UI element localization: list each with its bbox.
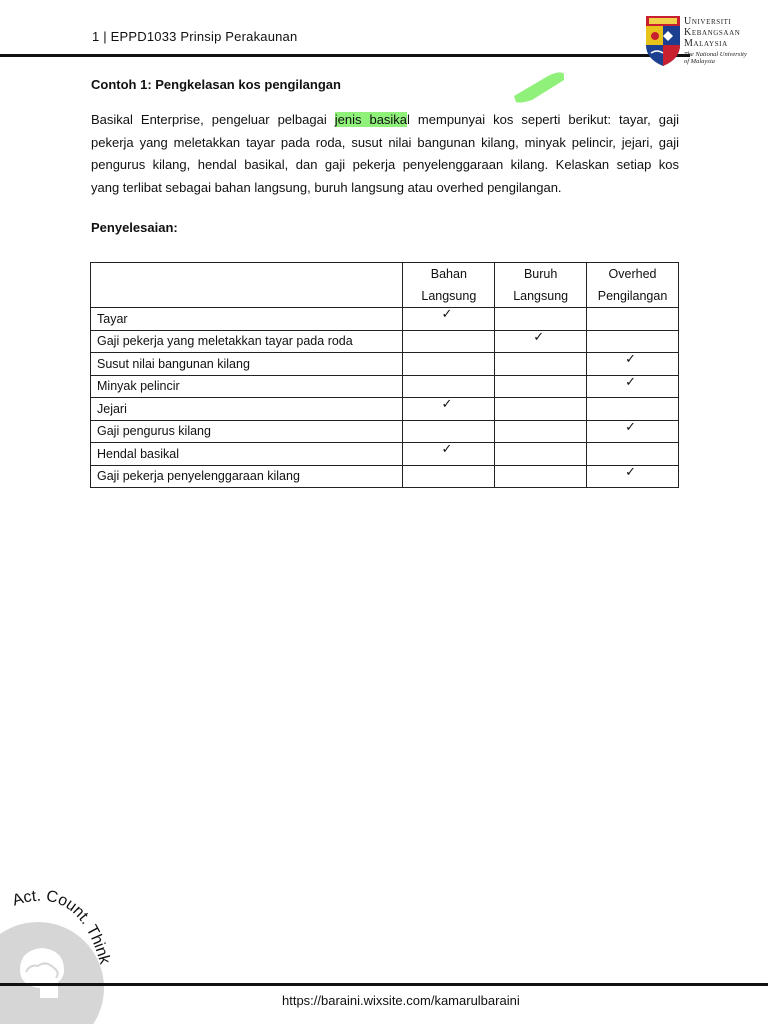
table-row bbox=[91, 308, 679, 331]
ukm-logo-text bbox=[684, 16, 747, 65]
ukm-logo bbox=[645, 15, 765, 70]
logo-line-1: Universiti bbox=[684, 16, 732, 27]
act-count-think-badge bbox=[0, 880, 140, 1024]
table-row bbox=[91, 375, 679, 398]
classification-cell bbox=[403, 375, 495, 398]
motto-text: Act. Count. Think bbox=[10, 887, 114, 967]
table-row bbox=[91, 330, 679, 353]
table-row bbox=[91, 398, 679, 421]
classification-cell bbox=[495, 330, 587, 353]
checkmark-icon: ✓ bbox=[625, 373, 636, 389]
checkmark-icon: ✓ bbox=[625, 418, 636, 434]
checkmark-icon: ✓ bbox=[625, 351, 636, 366]
paragraph-line: yang terlibat sebagai bahan langsung, buruh langsung atau overhed pengilangan. bbox=[91, 179, 562, 195]
classification-cell bbox=[495, 420, 587, 443]
classification-cell bbox=[587, 353, 679, 376]
cost-item-label: Hendal basikal bbox=[91, 443, 403, 466]
cost-item-label: Minyak pelincir bbox=[91, 375, 403, 398]
example-title: Contoh 1: Pengkelasan kos pengilangan bbox=[91, 77, 341, 92]
classification-cell bbox=[587, 443, 679, 466]
logo-line-2: Kebangsaan bbox=[684, 27, 741, 38]
checkmark-icon: ✓ bbox=[533, 328, 545, 344]
cost-item-label: Susut nilai bangunan kilang bbox=[91, 353, 403, 376]
header-cell-overhead: Overhed Pengilangan bbox=[587, 263, 679, 308]
footer-website-link[interactable]: https://baraini.wixsite.com/kamarulbaraini bbox=[282, 993, 520, 1008]
classification-cell bbox=[587, 308, 679, 331]
cost-item-label: Tayar bbox=[91, 308, 403, 331]
logo-subtitle-1: The National University bbox=[684, 51, 747, 58]
checkmark-icon: ✓ bbox=[441, 441, 453, 456]
ukm-crest-icon bbox=[645, 15, 681, 67]
classification-cell bbox=[403, 465, 495, 488]
classification-cell bbox=[403, 443, 495, 466]
table-row bbox=[91, 353, 679, 376]
classification-cell bbox=[495, 375, 587, 398]
checkmark-icon: ✓ bbox=[441, 306, 453, 321]
paragraph-line bbox=[91, 109, 679, 132]
classification-cell bbox=[495, 398, 587, 421]
checkmark-icon: ✓ bbox=[441, 396, 453, 411]
classification-cell bbox=[403, 398, 495, 421]
cost-item-label: Gaji pekerja yang meletakkan tayar pada roda bbox=[91, 330, 403, 353]
highlighter-mark-icon bbox=[508, 66, 570, 108]
classification-cell bbox=[495, 308, 587, 331]
paragraph-text: l mempunyai kos seperti berikut: tayar, gaji bbox=[407, 112, 679, 127]
classification-cell bbox=[587, 398, 679, 421]
header-cell-direct-labour: Buruh Langsung bbox=[495, 263, 587, 308]
table-row bbox=[91, 443, 679, 466]
classification-cell bbox=[495, 443, 587, 466]
classification-cell bbox=[495, 465, 587, 488]
footer-divider bbox=[0, 983, 768, 986]
page-header-title: 1 | EPPD1033 Prinsip Perakaunan bbox=[92, 29, 298, 44]
cost-classification-table bbox=[90, 262, 679, 488]
header-divider bbox=[0, 54, 690, 57]
classification-cell bbox=[403, 330, 495, 353]
classification-cell bbox=[587, 375, 679, 398]
highlighted-text: jenis basika bbox=[334, 112, 408, 127]
paragraph-text: Basikal Enterprise, pengeluar pelbagai bbox=[91, 112, 335, 127]
classification-cell bbox=[587, 420, 679, 443]
example-paragraph bbox=[91, 109, 679, 199]
cost-item-label: Gaji pekerja penyelenggaraan kilang bbox=[91, 465, 403, 488]
solution-title: Penyelesaian: bbox=[91, 220, 178, 235]
table-row bbox=[91, 420, 679, 443]
logo-line-3: Malaysia bbox=[684, 38, 728, 49]
header-cell-item bbox=[91, 263, 403, 308]
logo-subtitle-2: of Malaysia bbox=[684, 58, 715, 65]
classification-cell bbox=[403, 353, 495, 376]
paragraph-line: pekerja yang meletakkan tayar pada roda, susut nilai bangunan kilang, minyak pelincir, jejari, gaji bbox=[91, 134, 679, 150]
classification-cell bbox=[587, 330, 679, 353]
table-header-row bbox=[91, 263, 679, 308]
classification-cell bbox=[403, 308, 495, 331]
header-cell-direct-material: Bahan Langsung bbox=[403, 263, 495, 308]
cost-item-label: Jejari bbox=[91, 398, 403, 421]
classification-cell bbox=[495, 353, 587, 376]
cost-item-label: Gaji pengurus kilang bbox=[91, 420, 403, 443]
paragraph-line: pengurus kilang, hendal basikal, dan gaji pekerja penyelenggaraan kilang. Kelaskan setiap kos bbox=[91, 157, 679, 172]
classification-cell bbox=[403, 420, 495, 443]
table-row bbox=[91, 465, 679, 488]
checkmark-icon: ✓ bbox=[625, 463, 636, 479]
classification-cell bbox=[587, 465, 679, 488]
